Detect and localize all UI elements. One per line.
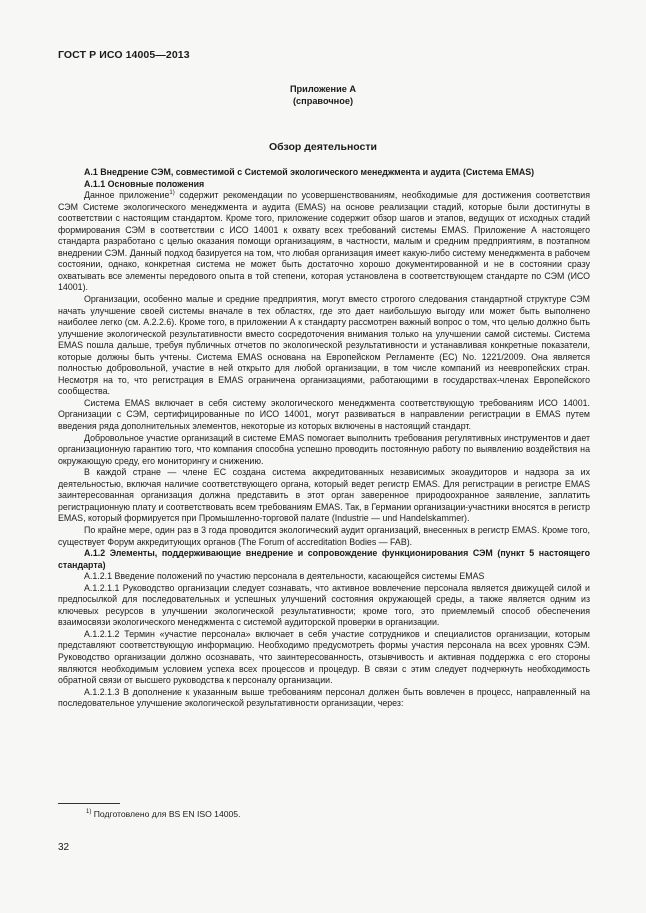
footnote-divider [58,803,120,804]
paragraph-8: А.1.2.1.1 Руководство организации следует сознавать, что активное вовлечение персонала является движущей силой и предпосылкой для последовательных и успешных улучшений состояния окружающей среды, а также является одним из ключевых ресурсов в улучшении экологической результативности; кроме того, это приемлемый способ обеспечения взаимосвязи экологического менеджмента с системой аудиторской проверки в организации. [58,582,590,628]
section-a12-heading: А.1.2 Элементы, поддерживающие внедрение и сопровождение функционирования СЭМ (пункт 5 настоящего стандарта) [58,548,590,570]
paragraph-1-rest: содержит рекомендации по усовершенствованиям, необходимые для достижения соответствия СЭМ Системе экологического менеджмента и аудита (EMAS) на основе реализации стадий, которые были достигнуты в соответствии с настоящим стандартом. Кроме того, приложение содержит обзор шагов и этапов, ведущих от исходных стадий формирования СЭМ в соответствии с ИСО 14001 к охвату всех требований системы EMAS. Приложение А настоящего стандарта разработано с целью оказания помощи организациям, в частности, малым и средним предприятиям, в поэтапном внедрении СЭМ. Данный подход базируется на том, что любая организация имеет какую-либо систему менеджмента в рабочем состоянии, однако, конкретная система не может быть достаточно хорошо документированной и не в состоянии сразу охватывать все элементы передового опыта в той степени, которая установлена в соответствующем стандарте по СЭМ (ИСО 14001). [58,190,590,293]
section-a11-heading: А.1.1 Основные положения [84,178,205,189]
paragraph-6: По крайне мере, один раз в 3 года проводится экологический аудит организаций, внесенных в регистр EMAS. Кроме того, существует Форум аккредитующих органов (The Forum of accreditation Bodies — FAB). [58,524,590,547]
footnote-marker: 1) [86,809,92,816]
section-a1-heading: А.1 Внедрение СЭМ, совместимой с Системой экологического менеджмента и аудита (Система EMAS) [84,167,535,177]
paragraph-10: А.1.2.1.3 В дополнение к указанным выше требованиям персонал должен быть вовлечен в процесс, направленный на последовательное улучшение экологической результативности организации, через: [58,686,590,709]
paragraph-1-start: Данное приложение [84,190,170,201]
paragraph-2: Организации, особенно малые и средние предприятия, могут вместо строгого следования стандартной структуре СЭМ начать улучшение своей системы вначале в тех областях, где это дает наибольшую выгоду или может быть выполнено наиболее легко (см. А.2.2.6). Кроме того, в приложении А к стандарту рассмотрен важный вопрос о том, что целью должно быть улучшение экологической результативности вместо сосредоточения внимания только на улучшении самой системы. Система EMAS пошла дальше, требуя публичных отчетов по экологической результативности и устанавливая конкретные показатели, которые должны быть учтены. Система EMAS основана на Европейском Регламенте (EC) No. 1221/2009. Она является полностью добровольной, участие в ней открыто для любой организации, в том числе компаний из неевропейских стран. Несмотря на то, что регистрация в EMAS ограничена организациями, работающими в государствах-членах Европейского сообщества. [58,294,590,397]
paragraph-7: А.1.2.1 Введение положений по участию персонала в деятельности, касающейся системы EMAS [84,571,485,582]
standard-header: ГОСТ Р ИСО 14005—2013 [58,49,190,61]
annex-note: (справочное) [292,96,353,106]
paragraph-1 [58,190,590,294]
paragraph-5: В каждой стране — члене ЕС создана система аккредитованных независимых экоаудиторов и надзора за их деятельностью, включая наличие соответствующего органа, который ведет регистр EMAS. Для регистрации в регистре EMAS заинтересованная организация должна представить в этот орган заверенное природоохранное заявление, заплатить регистрационную плату и соответствовать всем требованиям EMAS. Так, в Германии организации-участники вносятся в регистр EMAS, который формируется при Промышленно-торговой палате (Industrie — und Handelskammer). [58,467,590,524]
document-body [58,167,590,710]
footnote-ref: 1) [169,190,175,197]
annex-title: Обзор деятельности [268,141,377,153]
footnote-text: Подготовлено для BS EN ISO 14005. [91,809,241,819]
paragraph-4: Добровольное участие организаций в системе EMAS помогает выполнить требования регулятивных инструментов и дает организационную гарантию того, что компания способна успешно проводить постоянную работу по выявлению воздействия на окружающую среду, его мониторингу и снижению. [58,432,590,466]
paragraph-3: Система EMAS включает в себя систему экологического менеджмента соответствующую требованиям ИСО 14001. Организации с СЭМ, сертифицированные по ИСО 14001, могут развиваться в направлении регистрации в EMAS путем введения ряда дополнительных элементов, некоторые из которых включены в настоящий стандарт. [58,397,590,432]
paragraph-9: А.1.2.1.2 Термин «участие персонала» включает в себя участие сотрудников и специалистов организации, которым представляют соответствующую информацию. Необходимо предусмотреть формы участия персонала на всех уровнях СЭМ. Руководство организации должно осознавать, что заинтересованность, отзывчивость и активная поддержка с его стороны являются необходимым условием успеха всех процессов и процедур. В связи с этим следует подчеркнуть необходимость обратной связи от высшего руководства к персоналу организации. [58,628,590,686]
footnote [86,809,240,819]
annex-label: Приложение А [289,84,357,94]
page-number: 32 [58,842,70,853]
